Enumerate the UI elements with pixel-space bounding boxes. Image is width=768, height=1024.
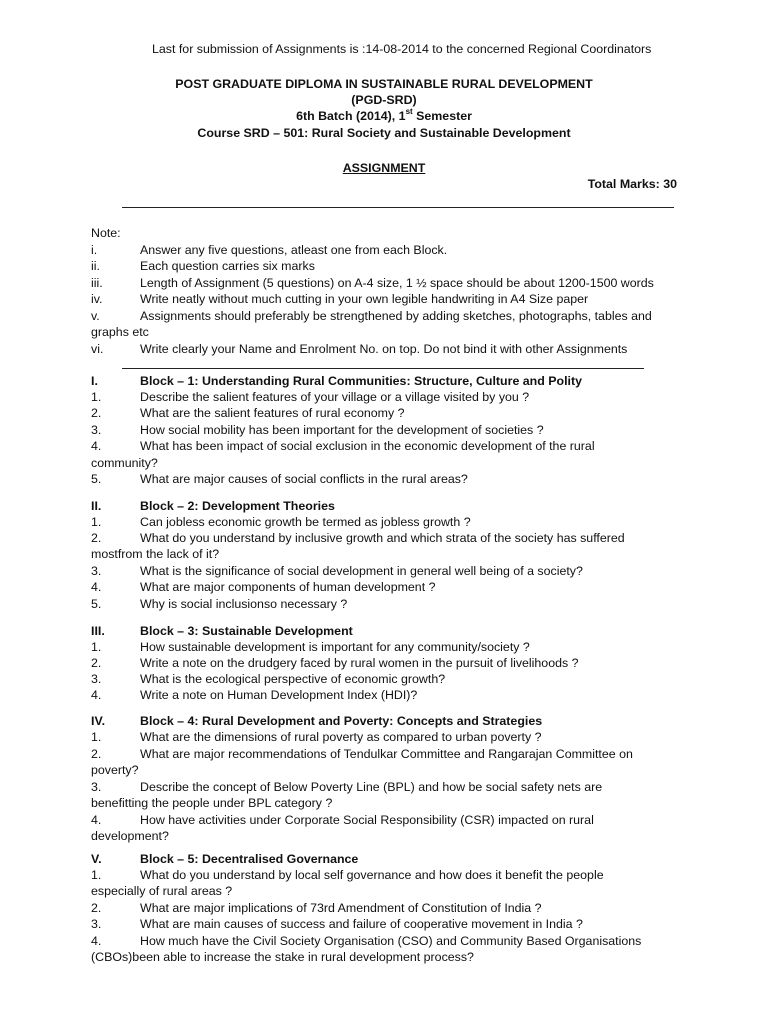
course-title: Course SRD – 501: Rural Society and Sustainable Development xyxy=(197,126,571,140)
question-text: What are major components of human development ? xyxy=(140,580,436,594)
note-text: Answer any five questions, atleast one from each Block. xyxy=(140,243,448,257)
question-text: What are the dimensions of rural poverty as compared to urban poverty ? xyxy=(140,730,542,744)
question-number: 4. xyxy=(91,580,102,594)
divider-top xyxy=(122,207,674,208)
note-number: i. xyxy=(91,243,98,257)
question-number: 2. xyxy=(91,406,102,420)
question-text: How much have the Civil Society Organisation (CSO) and Community Based Organisations xyxy=(140,934,642,948)
question-text: How social mobility has been important for the development of societies ? xyxy=(140,423,544,437)
question-number: 2. xyxy=(91,656,102,670)
question-text: Describe the salient features of your village or a village visited by you ? xyxy=(140,390,530,404)
question-text: Describe the concept of Below Poverty Line (BPL) and how be social safety nets are xyxy=(140,780,603,794)
note-title: Note: xyxy=(91,226,121,240)
note-number: iv. xyxy=(91,292,103,306)
divider-notes xyxy=(122,368,644,369)
note-text: Write clearly your Name and Enrolment No. on top. Do not bind it with other Assignments xyxy=(140,342,628,356)
block-number: III. xyxy=(91,624,105,638)
note-text: Each question carries six marks xyxy=(140,259,315,273)
question-number: 2. xyxy=(91,531,102,545)
question-number: 3. xyxy=(91,564,102,578)
block-number: I. xyxy=(91,374,98,388)
question-number: 5. xyxy=(91,472,102,486)
question-text: Why is social inclusionso necessary ? xyxy=(140,597,348,611)
program-abbreviation: (PGD-SRD) xyxy=(351,93,417,107)
question-text-continued: development? xyxy=(91,829,169,843)
question-text: How sustainable development is important for any community/society ? xyxy=(140,640,530,654)
block-title: Block – 3: Sustainable Development xyxy=(140,624,353,638)
question-number: 3. xyxy=(91,423,102,437)
question-number: 4. xyxy=(91,813,102,827)
question-text: What are main causes of success and failure of cooperative movement in India ? xyxy=(140,917,583,931)
question-text: What has been impact of social exclusion in the economic development of the rural xyxy=(140,439,595,453)
note-number: v. xyxy=(91,309,100,323)
question-number: 4. xyxy=(91,439,102,453)
question-text: What is the significance of social development in general well being of a society? xyxy=(140,564,583,578)
note-text: Write neatly without much cutting in your own legible handwriting in A4 Size paper xyxy=(140,292,589,306)
question-text: How have activities under Corporate Social Responsibility (CSR) impacted on rural xyxy=(140,813,594,827)
question-text-continued: especially of rural areas ? xyxy=(91,884,233,898)
question-number: 1. xyxy=(91,390,102,404)
question-text-continued: (CBOs)been able to increase the stake in rural development process? xyxy=(91,950,474,964)
submission-deadline: Last for submission of Assignments is :14-08-2014 to the concerned Regional Coordinators xyxy=(152,42,652,56)
question-text-continued: benefitting the people under BPL category ? xyxy=(91,796,333,810)
block-title: Block – 2: Development Theories xyxy=(140,499,335,513)
question-text-continued: mostfrom the lack of it? xyxy=(91,547,220,561)
question-text: What are major implications of 73rd Amendment of Constitution of India ? xyxy=(140,901,542,915)
question-text: Write a note on Human Development Index (HDI)? xyxy=(140,688,418,702)
question-number: 5. xyxy=(91,597,102,611)
question-number: 3. xyxy=(91,917,102,931)
note-text: Assignments should preferably be strengthened by adding sketches, photographs, tables and xyxy=(140,309,652,323)
question-number: 2. xyxy=(91,901,102,915)
note-number: iii. xyxy=(91,276,103,290)
note-text: Length of Assignment (5 questions) on A-4 size, 1 ½ space should be about 1200-1500 words xyxy=(140,276,654,290)
question-number: 3. xyxy=(91,672,102,686)
block-number: IV. xyxy=(91,714,106,728)
question-text: Write a note on the drudgery faced by rural women in the pursuit of livelihoods ? xyxy=(140,656,579,670)
block-title: Block – 5: Decentralised Governance xyxy=(140,852,359,866)
question-text-continued: community? xyxy=(91,456,158,470)
block-number: II. xyxy=(91,499,102,513)
block-number: V. xyxy=(91,852,102,866)
question-number: 3. xyxy=(91,780,102,794)
block-title: Block – 1: Understanding Rural Communities: Structure, Culture and Polity xyxy=(140,374,582,388)
question-text-continued: poverty? xyxy=(91,763,139,777)
total-marks: Total Marks: 30 xyxy=(587,177,677,191)
question-number: 1. xyxy=(91,640,102,654)
question-number: 1. xyxy=(91,730,102,744)
question-text: What do you understand by local self governance and how does it benefit the people xyxy=(140,868,604,882)
block-title: Block – 4: Rural Development and Poverty: Concepts and Strategies xyxy=(140,714,543,728)
note-number: vi. xyxy=(91,342,104,356)
question-text: What is the ecological perspective of economic growth? xyxy=(140,672,446,686)
question-number: 1. xyxy=(91,515,102,529)
question-text: What are major recommendations of Tendulkar Committee and Rangarajan Committee on xyxy=(140,747,633,761)
question-text: Can jobless economic growth be termed as jobless growth ? xyxy=(140,515,471,529)
batch-semester: 6th Batch (2014), 1st Semester xyxy=(296,107,472,123)
question-text: What are the salient features of rural economy ? xyxy=(140,406,405,420)
question-number: 2. xyxy=(91,747,102,761)
question-text: What do you understand by inclusive growth and which strata of the society has suffered xyxy=(140,531,625,545)
note-number: ii. xyxy=(91,259,100,273)
question-number: 4. xyxy=(91,688,102,702)
question-text: What are major causes of social conflicts in the rural areas? xyxy=(140,472,468,486)
question-number: 4. xyxy=(91,934,102,948)
note-text-continued: graphs etc xyxy=(91,325,149,339)
assignment-heading: ASSIGNMENT xyxy=(342,161,426,175)
question-number: 1. xyxy=(91,868,102,882)
program-title: POST GRADUATE DIPLOMA IN SUSTAINABLE RURAL DEVELOPMENT xyxy=(175,77,593,91)
